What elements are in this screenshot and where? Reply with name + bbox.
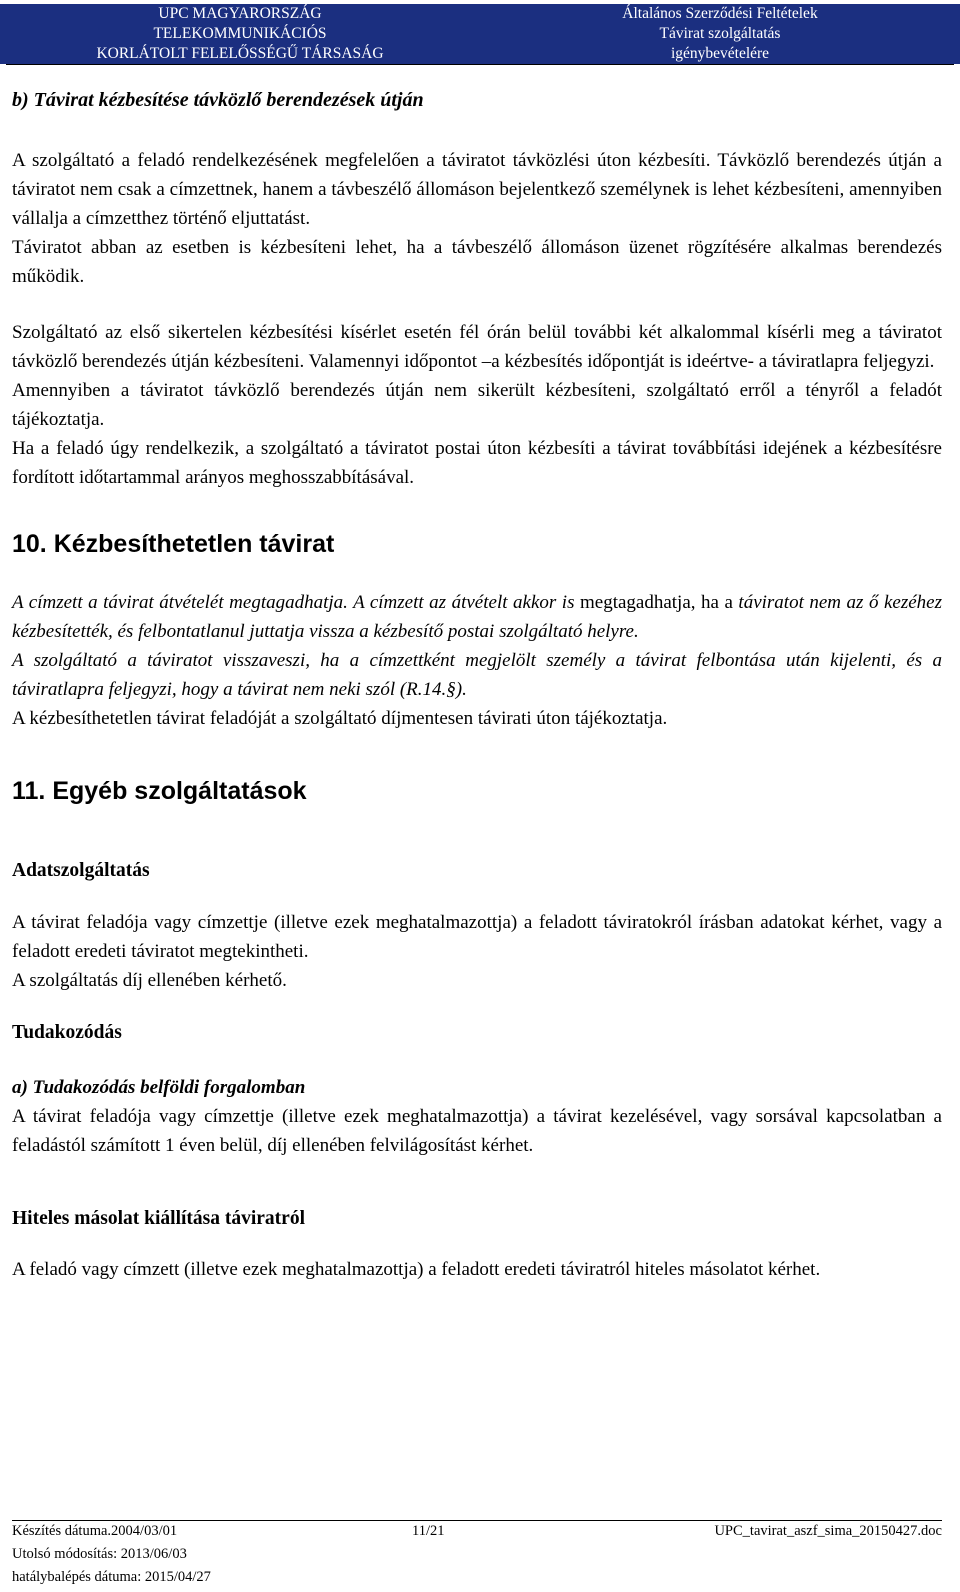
subsection-heading: Adatszolgáltatás [12, 860, 150, 881]
footer-page-number: 11/21 [412, 1523, 445, 1539]
normal-text: megtagadhatja, ha a [574, 592, 739, 613]
header-company-line-3: KORLÁTOLT FELELŐSSÉGŰ TÁRSASÁG [96, 45, 384, 62]
italic-text: táviratot nem az ő kezéhez kézbesítették, és felbontatlanul juttatja vissza a kézbesítő postai szolgáltató helyre. [12, 592, 942, 642]
footer-file-name: UPC_tavirat_aszf_sima_20150427.doc [714, 1523, 942, 1539]
footer-created-date: Készítés dátuma.2004/03/01 [12, 1523, 178, 1539]
paragraph: A szolgáltató a táviratot visszaveszi, ha a címzettként megjelölt személy a távirat felbontása után kijelenti, és a táviratlapra feljegyzi, hogy a távirat nem neki szól (R.14.§). [12, 650, 942, 700]
subsection-heading-b: b) Távirat kézbesítése távközlő berendezések útján [12, 89, 424, 111]
paragraph: A feladó vagy címzett (illetve ezek meghatalmazottja) a feladott eredeti táviratról hiteles másolatot kérhet. [12, 1259, 821, 1280]
paragraph: A távirat feladója vagy címzettje (illetve ezek meghatalmazottja) a távirat kezelésével, vagy sorsával kapcsolatban a feladástól számított 1 éven belül, díj ellenében felvilágosítást kérhet. [12, 1106, 942, 1156]
page-header [0, 0, 960, 64]
header-document-title [480, 4, 960, 64]
paragraph: A kézbesíthetetlen távirat feladóját a szolgáltató díjmentesen távirati úton tájékoztatja. [12, 708, 668, 729]
paragraph: Amennyiben a táviratot távközlő berendezés útján nem sikerült kézbesíteni, szolgáltató erről a tényről a feladót tájékoztatja. [12, 380, 942, 430]
paragraph [12, 588, 942, 646]
header-title-line-1: Általános Szerződési Feltételek [622, 5, 818, 22]
header-title-line-2: Távirat szolgáltatás [659, 25, 781, 42]
document-body [12, 86, 942, 1284]
footer-modified-date: Utolsó módosítás: 2013/06/03 [12, 1546, 187, 1562]
paragraph: A távirat feladója vagy címzettje (illetve ezek meghatalmazottja) a feladott táviratokról írásban adatokat kérhet, vagy a feladott eredeti táviratot megtekintheti. [12, 912, 942, 962]
footer-effective-date: hatálybalépés dátuma: 2015/04/27 [12, 1569, 211, 1585]
paragraph: A szolgáltatás díj ellenében kérhető. [12, 970, 287, 991]
header-title-line-3: igénybevételére [670, 45, 770, 62]
subsection-heading: Tudakozódás [12, 1022, 122, 1043]
header-company [0, 4, 480, 64]
subsection-heading: Hiteles másolat kiállítása táviratról [12, 1208, 305, 1229]
paragraph: Táviratot abban az esetben is kézbesíteni lehet, ha a távbeszélő állomáson üzenet rögzítésére alkalmas berendezés működik. [12, 237, 942, 287]
paragraph: Ha a feladó úgy rendelkezik, a szolgáltató a táviratot postai úton kézbesíti a távirat továbbítási idejének a kézbesítésre fordított időtartammal arányos meghosszabbításával. [12, 438, 942, 488]
subsection-heading-a: a) Tudakozódás belföldi forgalomban [12, 1077, 306, 1098]
section-heading-10: 10. Kézbesíthetetlen távirat [12, 530, 335, 558]
paragraph: Szolgáltató az első sikertelen kézbesítési kísérlet esetén fél órán belül további két alkalommal kísérli meg a táviratot távközlő berendezés útján kézbesíteni. Valamennyi időpontot –a kézbesítés időpontját is ideértve- a táviratlapra feljegyzi. [12, 322, 942, 372]
italic-text: A címzett a távirat átvételét megtagadhatja. A címzett az átvételt akkor is [12, 592, 575, 613]
header-company-line-1: UPC MAGYARORSZÁG [158, 5, 322, 22]
section-heading-11: 11. Egyéb szolgáltatások [12, 777, 307, 805]
header-divider [6, 64, 954, 65]
page-footer [12, 1520, 942, 1589]
header-company-line-2: TELEKOMMUNIKÁCIÓS [153, 25, 327, 42]
paragraph: A szolgáltató a feladó rendelkezésének megfelelően a táviratot távközlési úton kézbesíti. Távközlő berendezés útján a táviratot nem csak a címzettnek, hanem a távbeszélő állomáson bejelentkező személynek is lehet kézbesíteni, amennyiben vállalja a címzetthez történő eljuttatást. [12, 150, 942, 229]
